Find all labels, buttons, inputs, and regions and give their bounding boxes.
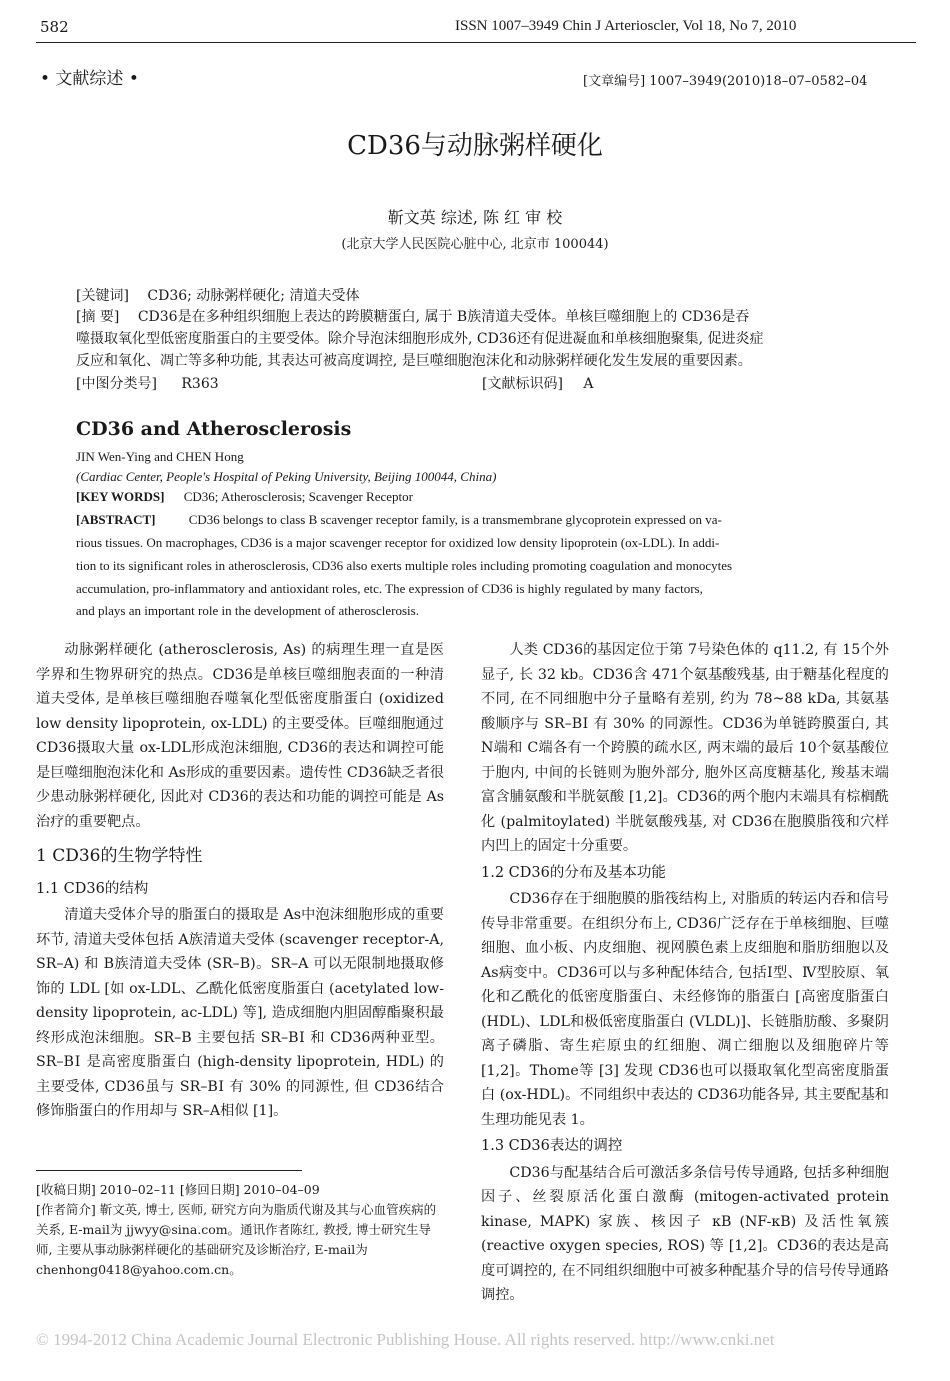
paragraph-1-1: 清道夫受体介导的脂蛋白的摄取是 As中泡沫细胞形成的重要环节, 清道夫受体包括 A族清道夫受体 (scavenger receptor-A, SR–A) 和 B族清道夫受体 (SR–B)。SR–A 可以无限制地摄取修饰的 LDL [如 ox-LDL、乙酰化低密度脂蛋白 (acetylated low-density lipoprotein, ac-LDL) 等], 造成细胞内胆固醇酯聚积最终形成泡沫细胞。SR–B 主要包括 SR–BⅠ 和 CD36两种亚型。SR–BⅠ 是高密度脂蛋白 (high-density lipoprotein, HDL) 的主要受体, CD36虽与 SR–BⅠ 有 30% 的同源性, 但 CD36结合修饰脂蛋白的作用却与 SR–A相似 [1]。 [36, 907, 444, 1119]
abstract-zh-line-2: 噬摄取氧化型低密度脂蛋白的主要受体。除介导泡沫细胞形成外, CD36还有促进凝血和单核细胞聚集, 促进炎症 [76, 331, 764, 347]
keywords-zh-text: CD36; 动脉粥样硬化; 清道夫受体 [147, 288, 360, 304]
body-left-column [36, 638, 444, 1124]
english-title: CD36 and Atherosclerosis [76, 418, 352, 440]
section-heading-1: 1 CD36的生物学特性 [36, 846, 203, 866]
section-heading-1-3: 1.3 CD36表达的调控 [481, 1138, 623, 1154]
english-abstract-line-4: accumulation, pro-inflammatory and antioxidant roles, etc. The expression of CD36 is highly regulated by many factors, [76, 581, 703, 596]
abstract-zh-label: [摘 要] [76, 309, 120, 325]
paragraph-gene: 人类 CD36的基因定位于第 7号染色体的 q11.2, 有 15个外显子, 长 32 kb。CD36含 471个氨基酸残基, 由于糖基化程度的不同, 在不同细胞中分子量略有差别, 约为 78~88 kDa, 其氨基酸顺序与 SR–BⅠ 有 30% 的同源性。CD36为单链跨膜蛋白, 其 N端和 C端各有一个跨膜的疏水区, 两末端的最后 10个氨基酸位于胞内, 中间的长链则为胞外部分, 胞外区高度糖基化, 羧基末端富含脯氨酸和半胱氨酸 [1,2]。CD36的两个胞内末端具有棕榈酰化 (palmitoylated) 半胱氨酸残基, 对 CD36在胞膜脂筏和穴样内凹上的固定十分重要。 [481, 642, 889, 854]
section-heading-1-2: 1.2 CD36的分布及基本功能 [481, 864, 666, 881]
copyright-watermark: © 1994-2012 China Academic Journal Electronic Publishing House. All rights reserved. http://www.cnki.net [36, 1330, 775, 1349]
footnote-dates: [收稿日期] 2010–02–11 [修回日期] 2010–04–09 [36, 1182, 320, 1197]
page-number: 582 [40, 18, 69, 36]
abstract-zh-line-1: [摘 要] CD36是在多种组织细胞上表达的跨膜糖蛋白, 属于 B族清道夫受体。单核巨噬细胞上的 CD36是吞 [76, 309, 750, 325]
journal-info: ISSN 1007–3949 Chin J Arterioscler, Vol 18, No 7, 2010 [455, 18, 797, 34]
article-number: [文章编号] 1007–3949(2010)18–07–0582–04 [583, 74, 868, 89]
keywords-zh-label: [关键词] [76, 288, 129, 304]
paper-title: CD36与动脉粥样硬化 [347, 131, 603, 161]
english-abstract-line-2: rious tissues. On macrophages, CD36 is a major scavenger receptor for oxidized low density lipoprotein (ox-LDL). In addi- [76, 535, 720, 550]
paragraph-1-2: CD36存在于细胞膜的脂筏结构上, 对脂质的转运内吞和信号传导非常重要。在组织分布上, CD36广泛存在于单核细胞、巨噬细胞、血小板、内皮细胞、视网膜色素上皮细胞和脂肪细胞以及 As病变中。CD36可以与多种配体结合, 包括Ⅰ型、Ⅳ型胶原、氧化和乙酰化的低密度脂蛋白、未经修饰的脂蛋白 [高密度脂蛋白 (HDL)、LDL和极低密度脂蛋白 (VLDL)]、长链脂肪酸、多聚阴离子磷脂、寄生疟原虫的红细胞、凋亡细胞以及细胞碎片等 [1,2]。Thome等 [3] 发现 CD36也可以摄取氧化型高密度脂蛋白 (ox-HDL)。不同组织中表达的 CD36功能各异, 其主要配基和生理功能见表 1。 [481, 891, 889, 1128]
english-authors: JIN Wen-Ying and CHEN Hong [76, 449, 244, 464]
keywords-zh [76, 285, 359, 305]
footnote-bio: [作者简介] 靳文英, 博士, 医师, 研究方向为脂质代谢及其与心血管疾病的关系, E-mail为 jjwyy@sina.com。通讯作者陈红, 教授, 博士研究生导师, 主要从事动脉粥样硬化的基础研究及诊断治疗, E-mail为 chenhong0418@yahoo.com.cn。 [36, 1202, 437, 1277]
english-keywords: [KEY WORDS] CD36; Atherosclerosis; Scavenger Receptor [76, 489, 413, 504]
section-label: • 文献综述 • [40, 69, 139, 89]
footnote-rule [36, 1170, 302, 1171]
classification-doc: [文献标识码] A [482, 376, 594, 392]
footnote [36, 1180, 446, 1280]
abstract-zh-line-3: 反应和氧化、凋亡等多种功能, 其表达可被高度调控, 是巨噬细胞泡沫化和动脉粥样硬化发生发展的重要因素。 [76, 353, 752, 369]
english-abstract-line-1: [ABSTRACT] CD36 belongs to class B scavenger receptor family, is a transmembrane glycoprotein expressed on va- [76, 512, 722, 527]
authors: 靳文英 综述, 陈 红 审 校 [387, 208, 563, 227]
body-right-column [481, 638, 889, 1308]
english-abstract-line-5: and plays an important role in the development of atherosclerosis. [76, 603, 419, 618]
english-affiliation: (Cardiac Center, People's Hospital of Peking University, Beijing 100044, China) [76, 469, 497, 484]
paragraph-1-3: CD36与配基结合后可激活多条信号传导通路, 包括多种细胞因子、丝裂原活化蛋白激酶 (mitogen-activated protein kinase, MAPK) 家族、核因子 κB (NF-κB) 及活性氧簇 (reactive oxygen species, ROS) 等 [1,2]。CD36的表达是高度可调控的, 在不同组织细胞中可被多种配基介导的信号传导通路调控。 [481, 1164, 889, 1303]
intro-paragraph: 动脉粥样硬化 (atherosclerosis, As) 的病理生理一直是医学界和生物界研究的热点。CD36是单核巨噬细胞表面的一种清道夫受体, 是单核巨噬细胞吞噬氧化型低密度脂蛋白 (oxidized low density lipoprotein, ox-LDL) 的主要受体。巨噬细胞通过 CD36摄取大量 ox-LDL形成泡沫细胞, CD36的表达和调控可能是巨噬细胞泡沫化和 As形成的重要因素。遗传性 CD36缺乏者很少患动脉粥样硬化, 因此对 CD36的表达和功能的调控可能是 As治疗的重要靶点。 [36, 642, 444, 830]
header-rule [36, 42, 916, 43]
classification-clc: [中图分类号] R363 [76, 376, 219, 392]
english-abstract-line-3: tion to its significant roles in atherosclerosis, CD36 also exerts multiple roles including promoting coagulation and monocytes [76, 558, 733, 573]
english-keywords-label: [KEY WORDS] [76, 489, 165, 504]
affiliation: (北京大学人民医院心脏中心, 北京市 100044) [341, 237, 609, 252]
english-abstract-label: [ABSTRACT] [76, 512, 156, 527]
section-heading-1-1: 1.1 CD36的结构 [36, 880, 149, 897]
